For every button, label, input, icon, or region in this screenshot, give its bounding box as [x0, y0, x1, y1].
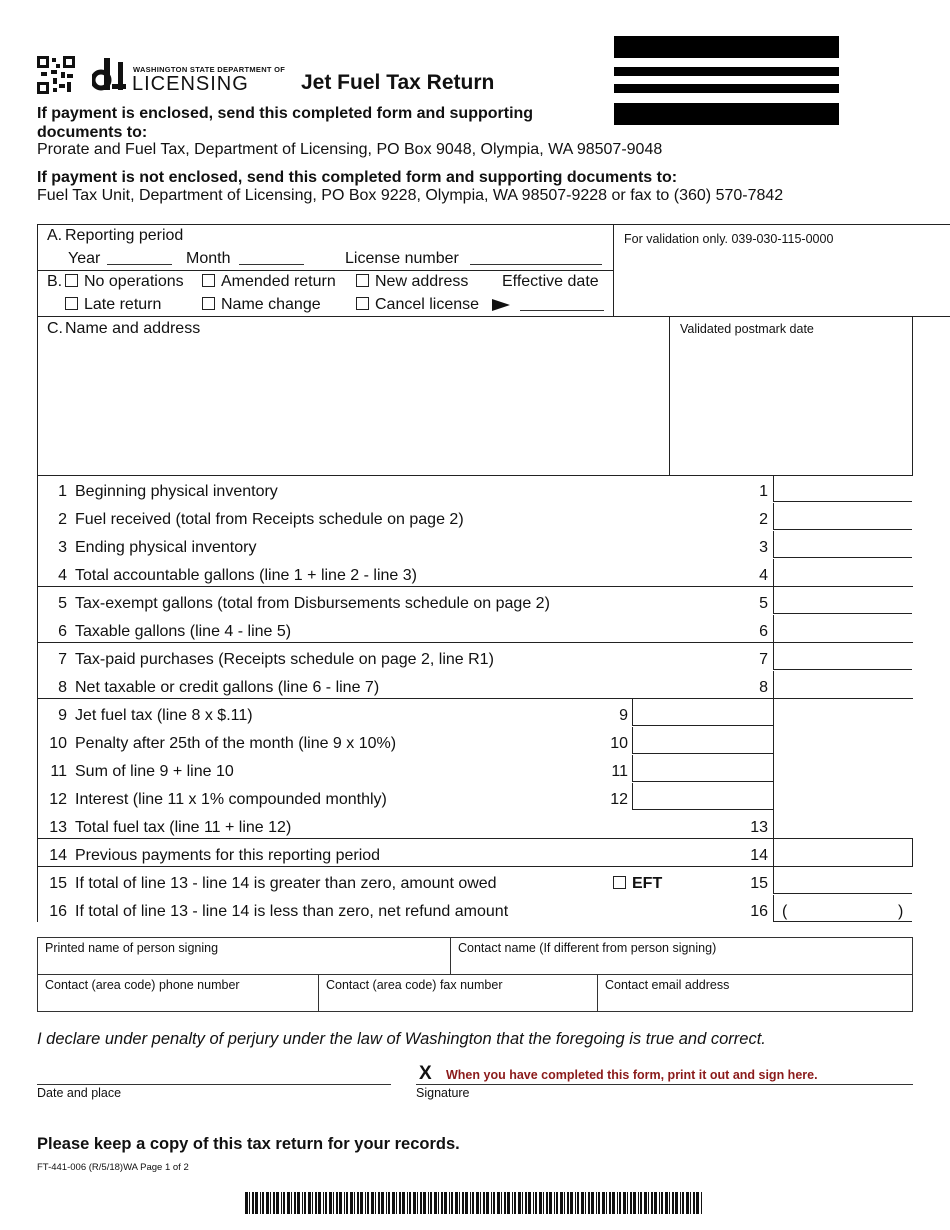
printed-name-label: Printed name of person signing — [45, 941, 219, 955]
cancel-license-option[interactable] — [356, 296, 479, 314]
printed-name-field[interactable] — [37, 937, 451, 975]
line-number: 11 — [50, 763, 67, 780]
no-operations-label: No operations — [84, 273, 184, 290]
paid-heading: If payment is enclosed, send this completed form and supporting documents to: — [37, 105, 534, 141]
month-field[interactable] — [239, 264, 304, 265]
line-number: 6 — [58, 623, 67, 640]
line-ref-number: 9 — [619, 707, 628, 724]
email-label: Contact email address — [605, 978, 730, 992]
amount-field[interactable] — [773, 811, 912, 838]
eft-label: EFT — [632, 875, 663, 892]
line-description: Tax-exempt gallons (total from Disbursements schedule on page 2) — [75, 595, 550, 612]
line-description: Previous payments for this reporting period — [75, 847, 381, 864]
declaration-text: I declare under penalty of perjury under the law of Washington that the foregoing is true and correct. — [37, 1030, 766, 1048]
barcode-icon — [245, 1192, 705, 1214]
refund-open-paren: ( — [782, 903, 788, 920]
line-ref-number: 12 — [610, 791, 628, 808]
no-operations-checkbox[interactable] — [65, 274, 78, 287]
validation-note: For validation only. 039-030-115-0000 — [624, 232, 834, 246]
section-a-title: Reporting period — [65, 227, 184, 244]
line-ref-number: 1 — [759, 483, 768, 500]
amount-field[interactable] — [632, 755, 773, 782]
name-change-option[interactable] — [202, 296, 321, 314]
section-b-letter: B. — [47, 273, 63, 290]
effective-date-field[interactable] — [520, 310, 604, 311]
form-number: FT-441-006 (R/5/18)WA Page 1 of 2 — [37, 1162, 189, 1173]
line-number: 5 — [58, 595, 67, 612]
line-ref-number: 16 — [750, 903, 768, 920]
late-return-checkbox[interactable] — [65, 297, 78, 310]
phone-field[interactable] — [37, 974, 319, 1012]
line-number: 15 — [49, 875, 67, 892]
section-c-title: Name and address — [65, 320, 201, 337]
year-field[interactable] — [107, 264, 172, 265]
line-ref-number: 8 — [759, 679, 768, 696]
phone-label: Contact (area code) phone number — [45, 978, 240, 992]
line-number: 4 — [58, 567, 67, 584]
line-ref-number: 5 — [759, 595, 768, 612]
line-ref-number: 3 — [759, 539, 768, 556]
month-label: Month — [186, 250, 231, 267]
section-a-letter: A. — [47, 227, 63, 244]
contact-name-field[interactable] — [450, 937, 913, 975]
line-description: Interest (line 11 x 1% compounded monthly) — [75, 791, 387, 808]
line-description: If total of line 13 - line 14 is greater than zero, amount owed — [75, 875, 497, 892]
email-field[interactable] — [597, 974, 913, 1012]
unpaid-heading: If payment is not enclosed, send this completed form and supporting documents to: — [37, 169, 678, 186]
license-label: License number — [345, 250, 459, 267]
new-address-label: New address — [375, 273, 469, 290]
amount-field[interactable] — [773, 671, 912, 698]
line-ref-number: 14 — [750, 847, 768, 864]
name-change-label: Name change — [221, 296, 321, 313]
amount-field[interactable] — [773, 531, 912, 558]
fax-label: Contact (area code) fax number — [326, 978, 503, 992]
amended-return-option[interactable] — [202, 273, 336, 291]
line-number: 2 — [58, 511, 67, 528]
line-ref-number: 7 — [759, 651, 768, 668]
keep-copy-note: Please keep a copy of this tax return for your records. — [37, 1135, 460, 1153]
line-number: 13 — [49, 819, 67, 836]
print-sign-note: When you have completed this form, print it out and sign here. — [446, 1068, 818, 1082]
amount-field[interactable] — [773, 867, 912, 894]
postmark-label: Validated postmark date — [680, 322, 814, 336]
date-place-label: Date and place — [37, 1086, 122, 1100]
line-description: If total of line 13 - line 14 is less than zero, net refund amount — [75, 903, 509, 920]
amount-field[interactable] — [773, 503, 912, 530]
line-description: Penalty after 25th of the month (line 9 x 10%) — [75, 735, 397, 752]
dol-logo-icon — [92, 58, 128, 92]
paid-address: Prorate and Fuel Tax, Department of Licensing, PO Box 9048, Olympia, WA 98507-9048 — [37, 141, 663, 158]
amount-field[interactable] — [773, 839, 912, 866]
line-description: Net taxable or credit gallons (line 6 - line 7) — [75, 679, 380, 696]
cancel-license-checkbox[interactable] — [356, 297, 369, 310]
contact-name-label: Contact name (If different from person signing) — [458, 941, 717, 955]
amended-return-checkbox[interactable] — [202, 274, 215, 287]
amount-field[interactable] — [773, 559, 912, 586]
eft-option[interactable] — [613, 875, 662, 893]
effective-date-label: Effective date — [502, 273, 599, 290]
signature-label: Signature — [416, 1086, 470, 1100]
refund-close-paren: ) — [898, 903, 904, 920]
amount-field[interactable] — [773, 587, 912, 614]
line-description: Beginning physical inventory — [75, 483, 278, 500]
line-description: Tax-paid purchases (Receipts schedule on page 2, line R1) — [75, 651, 494, 668]
late-return-option[interactable] — [65, 296, 161, 314]
signature-x-mark: X — [419, 1063, 432, 1084]
fax-field[interactable] — [318, 974, 598, 1012]
line-number: 14 — [49, 847, 67, 864]
line-description: Total accountable gallons (line 1 + line 2 - line 3) — [75, 567, 417, 584]
line-number: 1 — [58, 483, 67, 500]
date-place-field[interactable] — [37, 1084, 391, 1085]
signature-field[interactable] — [416, 1084, 913, 1085]
agency-small-text: WASHINGTON STATE DEPARTMENT OF — [133, 65, 286, 74]
amended-return-label: Amended return — [221, 273, 336, 290]
line-number: 8 — [58, 679, 67, 696]
line-description: Total fuel tax (line 11 + line 12) — [75, 819, 292, 836]
section-c-letter: C. — [47, 320, 63, 337]
pointer-arrow-icon — [492, 299, 510, 311]
cancel-license-label: Cancel license — [375, 296, 480, 313]
line-description: Fuel received (total from Receipts schedule on page 2) — [75, 511, 464, 528]
line-ref-number: 6 — [759, 623, 768, 640]
line-number: 3 — [58, 539, 67, 556]
line-ref-number: 10 — [610, 735, 628, 752]
amount-field[interactable] — [632, 727, 773, 754]
name-address-field[interactable] — [40, 342, 665, 472]
line-description: Taxable gallons (line 4 - line 5) — [75, 623, 292, 640]
line-description: Jet fuel tax (line 8 x $.11) — [75, 707, 253, 724]
amount-field[interactable] — [773, 895, 912, 922]
amount-field[interactable] — [632, 783, 773, 810]
line-ref-number: 4 — [759, 567, 768, 584]
name-change-checkbox[interactable] — [202, 297, 215, 310]
line-number: 12 — [49, 791, 67, 808]
agency-name: LICENSING — [132, 73, 249, 95]
qr-code-icon — [37, 56, 75, 94]
unpaid-address: Fuel Tax Unit, Department of Licensing, PO Box 9228, Olympia, WA 98507-9228 or fax to (360) 570-7842 — [37, 187, 784, 204]
line-ref-number: 13 — [750, 819, 768, 836]
amount-field[interactable] — [773, 615, 912, 642]
line-ref-number: 11 — [611, 763, 628, 780]
line-description: Ending physical inventory — [75, 539, 257, 556]
form-title: Jet Fuel Tax Return — [301, 71, 495, 94]
amount-field[interactable] — [632, 699, 773, 726]
eft-checkbox[interactable] — [613, 876, 626, 889]
amount-field[interactable] — [773, 475, 912, 502]
no-operations-option[interactable] — [65, 273, 184, 291]
new-address-checkbox[interactable] — [356, 274, 369, 287]
line-number: 9 — [58, 707, 67, 724]
line-number: 16 — [49, 903, 67, 920]
amount-field[interactable] — [773, 643, 912, 670]
line-number: 7 — [58, 651, 67, 668]
line-number: 10 — [49, 735, 67, 752]
year-label: Year — [68, 250, 101, 267]
new-address-option[interactable] — [356, 273, 468, 291]
license-number-field[interactable] — [470, 264, 602, 265]
line-ref-number: 15 — [750, 875, 768, 892]
late-return-label: Late return — [84, 296, 162, 313]
line-ref-number: 2 — [759, 511, 768, 528]
line-description: Sum of line 9 + line 10 — [75, 763, 234, 780]
